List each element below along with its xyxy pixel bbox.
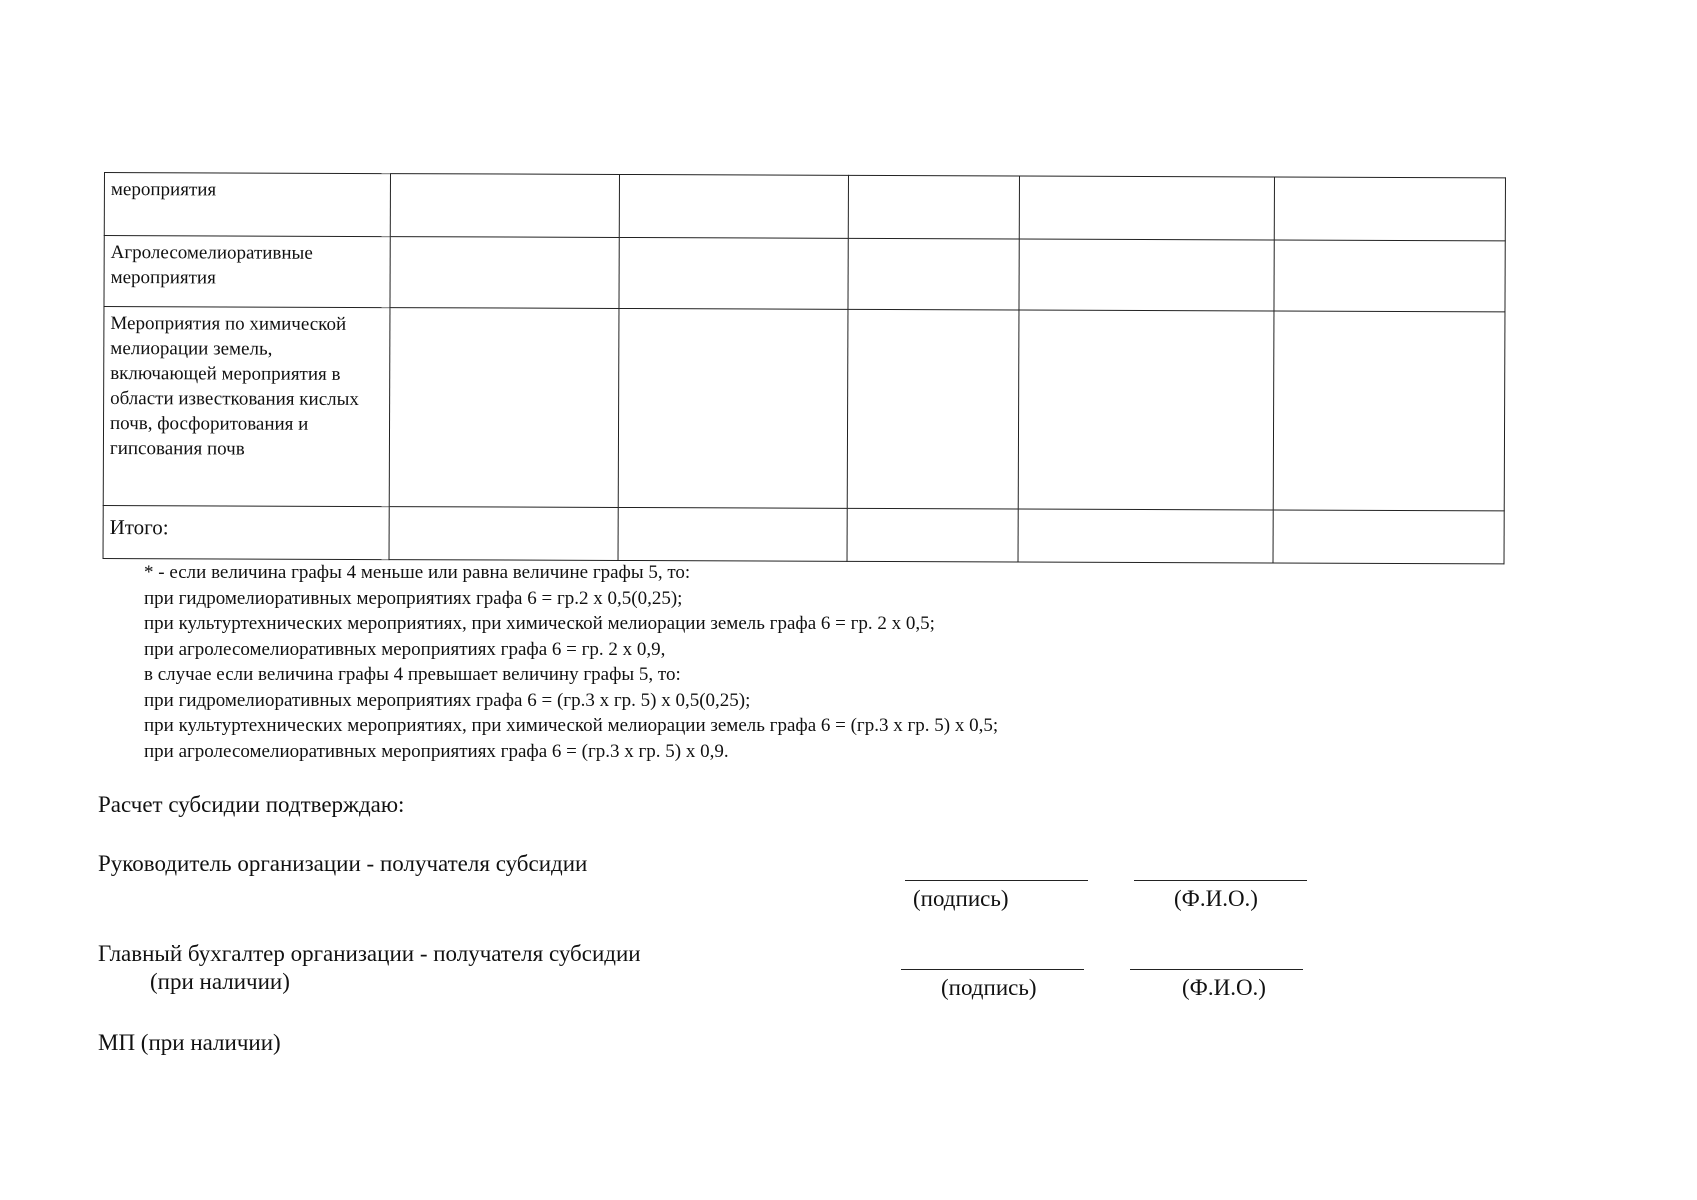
footnote-line: при агролесомелиоративных мероприятиях графа 6 = гр. 2 х 0,9,: [144, 638, 666, 660]
table-cell: [1275, 177, 1506, 241]
table-cell: [1274, 240, 1505, 312]
table-cell: [390, 237, 619, 309]
table-cell: [389, 308, 618, 508]
footnote-line: при гидромелиоративных мероприятиях графа 6 = (гр.3 х гр. 5) х 0,5(0,25);: [144, 689, 751, 711]
row-label: мероприятия: [104, 173, 390, 237]
accountant-note: (при наличии): [150, 969, 290, 994]
table-cell: [1019, 176, 1275, 240]
table-cell: [848, 238, 1020, 310]
table-cell: [619, 237, 848, 309]
accountant-label: Главный бухгалтер организации - получателя субсидии: [98, 941, 641, 966]
confirmation-heading: Расчет субсидии подтверждаю:: [98, 792, 405, 817]
table-cell: [847, 508, 1018, 562]
stamp-label: МП (при наличии): [98, 1030, 281, 1055]
accountant-name-line: [1130, 969, 1303, 970]
table-cell: [847, 309, 1019, 509]
table-cell: [1019, 239, 1275, 311]
footnotes: [144, 560, 998, 764]
accountant-name-caption: (Ф.И.О.): [1182, 975, 1266, 1000]
row-label: Агролесомелиоративные мероприятия: [104, 236, 391, 308]
table-cell: [389, 507, 618, 561]
footnote-line: в случае если величина графы 4 превышает величину графы 5, то:: [144, 664, 681, 685]
table-cell: [1018, 509, 1274, 563]
footnote-line: при культуртехнических мероприятиях, при химической мелиорации земель графа 6 = гр. 2 х 0,5;: [144, 613, 935, 634]
table-row: [103, 307, 1505, 511]
table-cell: [618, 308, 847, 508]
total-label: Итого:: [103, 505, 389, 559]
table-cell: [1273, 510, 1504, 564]
table-cell: [1274, 311, 1505, 511]
footnote-line: при культуртехнических мероприятиях, при химической мелиорации земель графа 6 = (гр.3 х гр. 5) х 0,5;: [144, 715, 999, 736]
head-signature-line: [905, 880, 1088, 881]
table-cell: [619, 174, 848, 238]
footnote-line: при агролесомелиоративных мероприятиях графа 6 = (гр.3 х гр. 5) х 0,9.: [144, 740, 729, 762]
table-cell: [390, 174, 619, 238]
table-cell: [1018, 310, 1274, 510]
table-row: [104, 173, 1505, 241]
footnote-line: * - если величина графы 4 меньше или равна величине графы 5, то:: [144, 562, 691, 583]
footnote-line: при гидромелиоративных мероприятиях графа 6 = гр.2 х 0,5(0,25);: [144, 587, 683, 609]
table-row: [104, 236, 1505, 312]
subsidy-calculation-table: [103, 172, 1506, 564]
table-row-total: [103, 505, 1504, 563]
head-name-caption: (Ф.И.О.): [1174, 886, 1258, 911]
table-cell: [618, 507, 847, 561]
accountant-signature-caption: (подпись): [941, 975, 1037, 1000]
row-label: Мероприятия по химической мелиорации земель, включающей мероприятия в области известкования кислых почв, фосфоритования и гипсования почв: [103, 307, 390, 507]
head-signature-caption: (подпись): [913, 886, 1009, 911]
head-name-line: [1134, 880, 1307, 881]
accountant-signature-line: [901, 969, 1084, 970]
table-cell: [848, 175, 1020, 239]
head-label: Руководитель организации - получателя субсидии: [98, 851, 588, 876]
